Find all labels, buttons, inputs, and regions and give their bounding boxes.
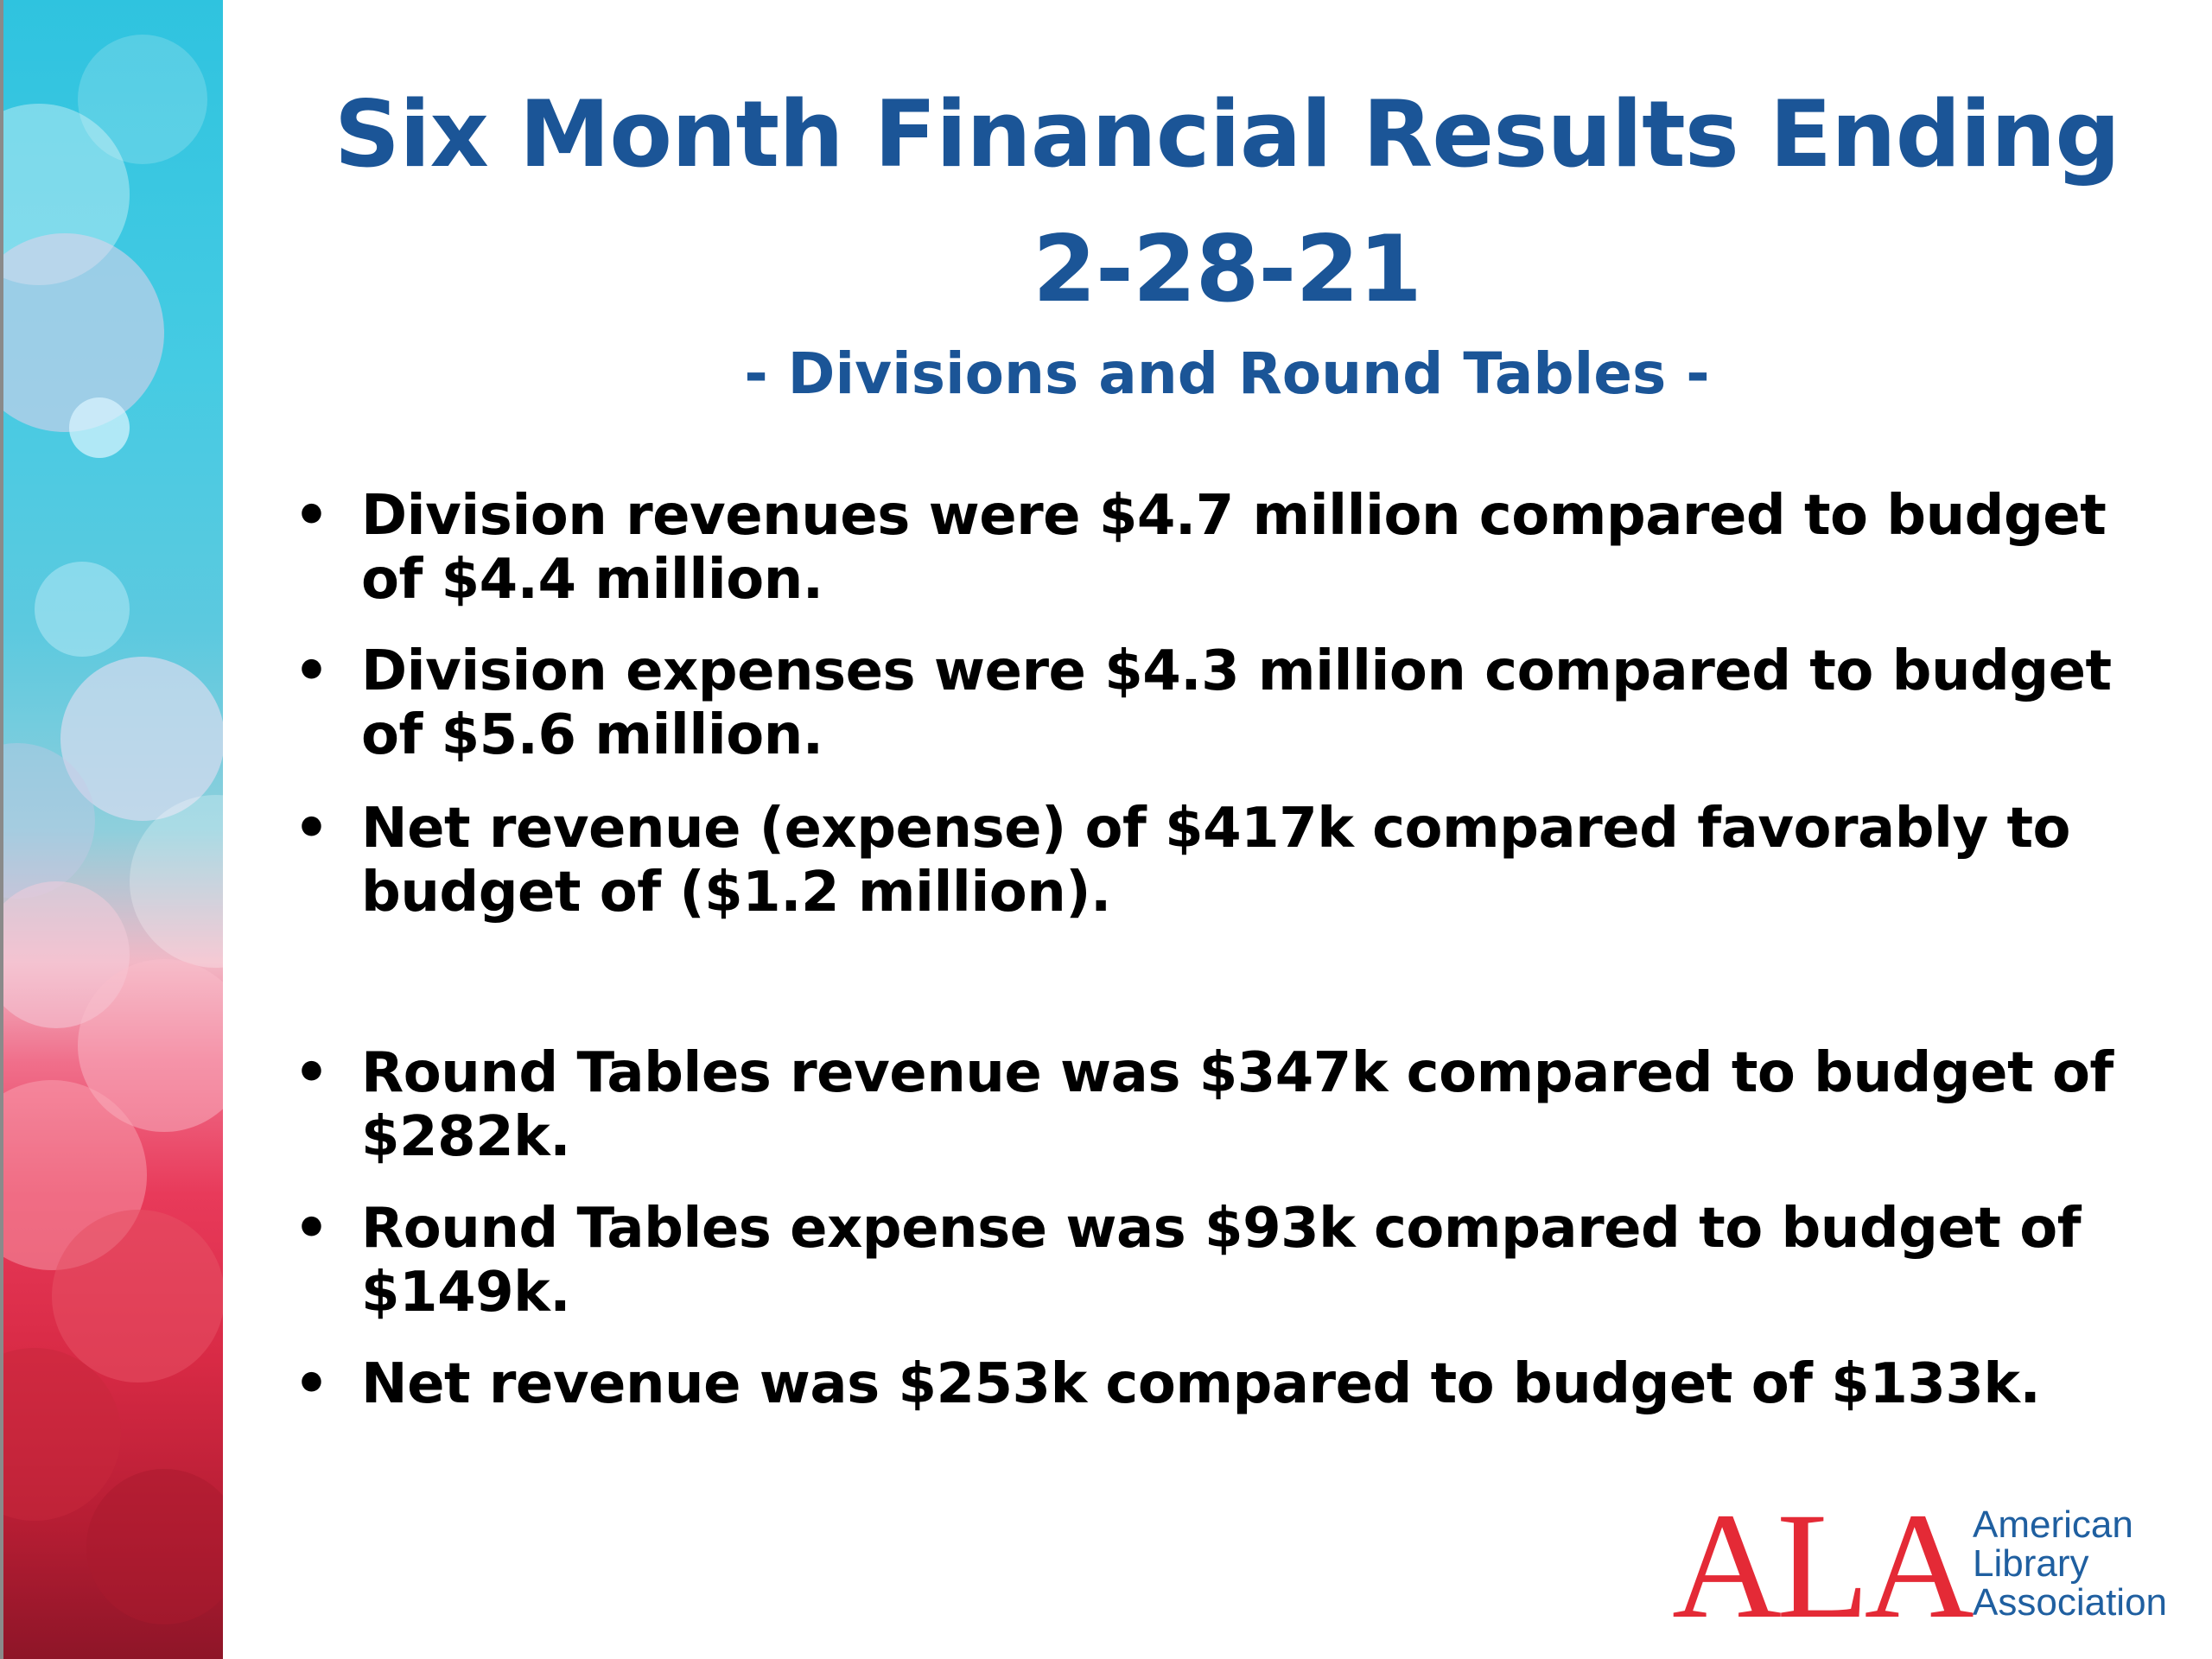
bullet-marker: • [294,484,329,548]
title-line: Six Month Financial Results Ending [334,81,2120,188]
bubble-decoration [52,1210,223,1382]
bullet-text [361,797,2184,925]
bubble-decoration [130,795,223,968]
bullet-marker: • [294,1041,329,1105]
bullet-text [361,1041,2184,1169]
slide-subtitle: - Divisions and Round Tables - [744,340,1710,407]
ala-logo-wordmark [1973,1505,2167,1622]
bubble-decoration [35,562,130,657]
bullet-line: of $4.4 million. [361,548,823,612]
bullet-line: $282k. [361,1105,570,1169]
slide-title [328,67,2126,337]
bullet-marker: • [294,1352,329,1416]
bullet-text [361,484,2184,612]
title-line: 2-28-21 [1033,216,1421,322]
bullet-marker: • [294,1197,329,1261]
bullet-line: Division expenses were $4.3 million compared to budget [361,639,2112,703]
ala-logo-mark: ALA [1672,1482,1969,1650]
bullet-text [361,1197,2184,1325]
bullet-line: budget of ($1.2 million). [361,861,1111,925]
bullet-line: Division revenues were $4.7 million compared to budget [361,484,2107,548]
bullet-line: Net revenue (expense) of $417k compared favorably to [361,797,2070,861]
bullet-line: $149k. [361,1261,570,1325]
logo-word: Library [1973,1542,2089,1585]
bubble-decoration [69,397,130,458]
logo-word: Association [1973,1581,2168,1624]
bubble-decoration [86,1469,223,1624]
bubble-decoration [78,35,207,164]
bullet-marker: • [294,797,329,861]
bullet-line: Round Tables expense was $93k compared to budget of [361,1197,2082,1261]
decorative-side-strip [0,0,223,1659]
bullet-text [361,639,2184,767]
logo-word: American [1973,1503,2133,1546]
bullet-line: Net revenue was $253k compared to budget of $133k. [361,1352,2041,1416]
strip-edge [0,0,3,1659]
bullet-line: of $5.6 million. [361,703,823,767]
bullet-text [361,1352,2184,1416]
bullet-marker: • [294,639,329,703]
bullet-line: Round Tables revenue was $347k compared to budget of [361,1041,2113,1105]
ala-logo [1672,1482,2190,1650]
